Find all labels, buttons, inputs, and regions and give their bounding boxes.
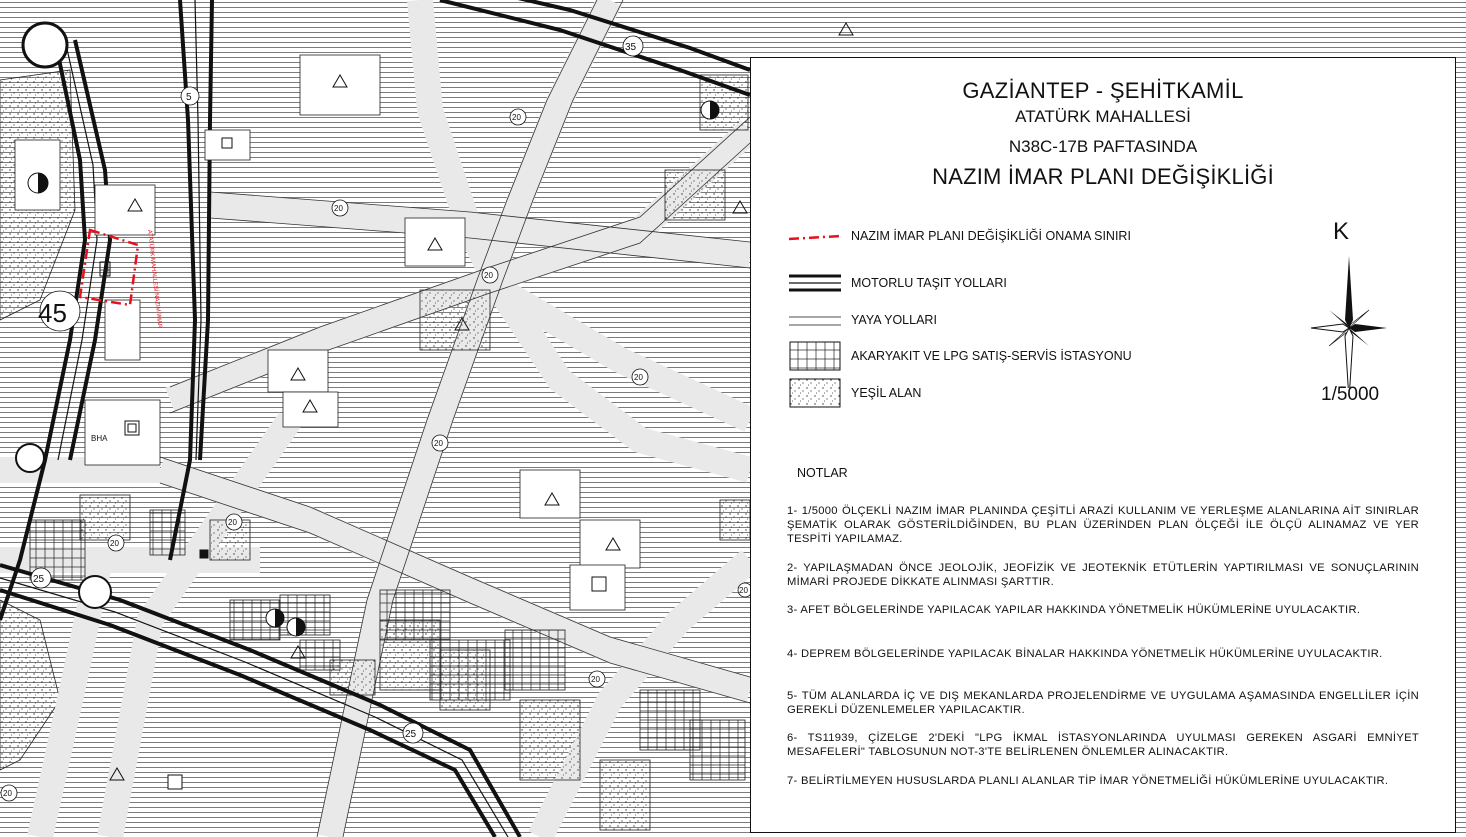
road-label: 20: [228, 518, 237, 527]
note-5: 5- TÜM ALANLARDA İÇ VE DIŞ MEKANLARDA PROJELENDİRME VE UYGULAMA AŞAMASINDA ENGELLİLER İÇİN GEREKLİ DÜZENLEMELER YAPILACAKTIR.: [787, 690, 1419, 716]
road-label: 20: [739, 586, 748, 595]
legend-label: NAZIM İMAR PLANI DEĞİŞİKLİĞİ ONAMA SINIRI: [851, 229, 1131, 243]
dotted-box-icon: [789, 378, 841, 408]
square-block: [405, 218, 465, 266]
road-label: 20: [591, 675, 600, 684]
road-label: 20: [3, 789, 12, 798]
road-label: 20: [512, 113, 521, 122]
legend-item-boundary: [789, 221, 1131, 251]
thin-double-line-icon: [789, 305, 841, 335]
legend-item-green-area: [789, 378, 921, 408]
note-4: 4- DEPREM BÖLGELERİNDE YAPILACAK BİNALAR HAKKINDA YÖNETMELİK HÜKÜMLERİNE UYULACAKTIR.: [787, 648, 1383, 660]
road-label-45: 45: [38, 298, 67, 328]
parcel-block: [105, 300, 140, 360]
square-block: [283, 392, 338, 427]
roundabout: [16, 444, 44, 472]
road-label: 20: [484, 271, 493, 280]
plan-title-neighbourhood: ATATÜRK MAHALLESİ: [1015, 107, 1191, 126]
plan-title-main: NAZIM İMAR PLANI DEĞİŞİKLİĞİ: [932, 164, 1274, 189]
note-6: 6- TS11939, ÇİZELGE 2'DEKİ "LPG İKMAL İSTASYONLARINDA UYULMASI GEREKEN ASGARİ EMNİYET MESAFELERİ" TABLOSUNUN NOT-3'TE BELİRLENEN ÖNLEMLER ALINACAKTIR.: [787, 732, 1419, 758]
double-black-line-icon: [789, 268, 841, 298]
legend-item-pedestrian-roads: [789, 305, 937, 335]
area-label-bha: BHA: [91, 434, 108, 443]
note-3: 3- AFET BÖLGELERİNDE YAPILACAK YAPILAR HAKKINDA YÖNETMELİK HÜKÜMLERİNE UYULACAKTIR.: [787, 604, 1361, 616]
legend-panel: [750, 57, 1456, 833]
north-label: K: [1333, 218, 1350, 245]
legend-label: YAYA YOLLARI: [851, 313, 937, 327]
road-label: 20: [110, 539, 119, 548]
north-arrow-icon: [1309, 218, 1389, 388]
legend-label: MOTORLU TAŞIT YOLLARI: [851, 276, 1007, 290]
parcel-block: [85, 400, 160, 465]
road-label: 20: [334, 204, 343, 213]
road-label: 25: [33, 574, 45, 585]
fuel-station-plot: [100, 262, 110, 276]
road-label: 25: [405, 729, 417, 740]
square-block: [420, 290, 490, 350]
red-dash-dot-boundary-icon: [789, 221, 841, 251]
notes-title: NOTLAR: [797, 466, 848, 480]
plan-title-sheet: N38C-17B PAFTASINDA: [1008, 137, 1198, 156]
scale-label: 1/5000: [1321, 384, 1380, 405]
boundary-vertical-note: ATATÜRK MAHALLESİ NAZIM İMAR: [146, 229, 163, 329]
legend-label: YEŞİL ALAN: [851, 386, 922, 400]
square-block: [268, 350, 328, 392]
roundabout: [23, 23, 67, 67]
note-1: 1- 1/5000 ÖLÇEKLİ NAZIM İMAR PLANINDA ÇEŞİTLİ ARAZİ KULLANIM VE YERLEŞME ALANLARINA AİT SINIRLAR ŞEMATİK OLARAK GÖSTERİLDİĞİNDEN, BU PLAN ÜZERİNDEN PLAN ÖLÇEĞİ İLE ÖLÇÜ ALINAMAZ VE YER TESPİTİ YAPILAMAZ.: [787, 505, 1419, 545]
legend-label: AKARYAKIT VE LPG SATIŞ-SERVİS İSTASYONU: [851, 349, 1132, 363]
square-block: [520, 470, 580, 518]
road-label: 35: [625, 42, 637, 53]
plan-title-city: GAZİANTEP - ŞEHİTKAMİL: [962, 78, 1244, 103]
road-label: 5: [186, 92, 192, 103]
roundabout: [79, 576, 111, 608]
legend-item-motor-roads: [789, 268, 1007, 298]
note-2: 2- YAPILAŞMADAN ÖNCE JEOLOJİK, JEOFİZİK VE JEOTEKNİK ETÜTLERİN YAPTIRILMASI VE SONUÇLARININ MİMARİ PROJEDE DİKKATE ALINMASI ŞARTTIR.: [787, 562, 1419, 588]
road-label: 20: [434, 439, 443, 448]
note-7: 7- BELİRTİLMEYEN HUSUSLARDA PLANLI ALANLAR TİP İMAR YÖNETMELİĞİ HÜKÜMLERİNE UYULACAKTIR.: [787, 775, 1389, 787]
road-label: 20: [634, 373, 643, 382]
cross-hatch-box-icon: [789, 341, 841, 371]
parcel-block: [95, 185, 155, 235]
square-block: [300, 55, 380, 115]
legend-item-fuel-station: [789, 341, 1132, 371]
